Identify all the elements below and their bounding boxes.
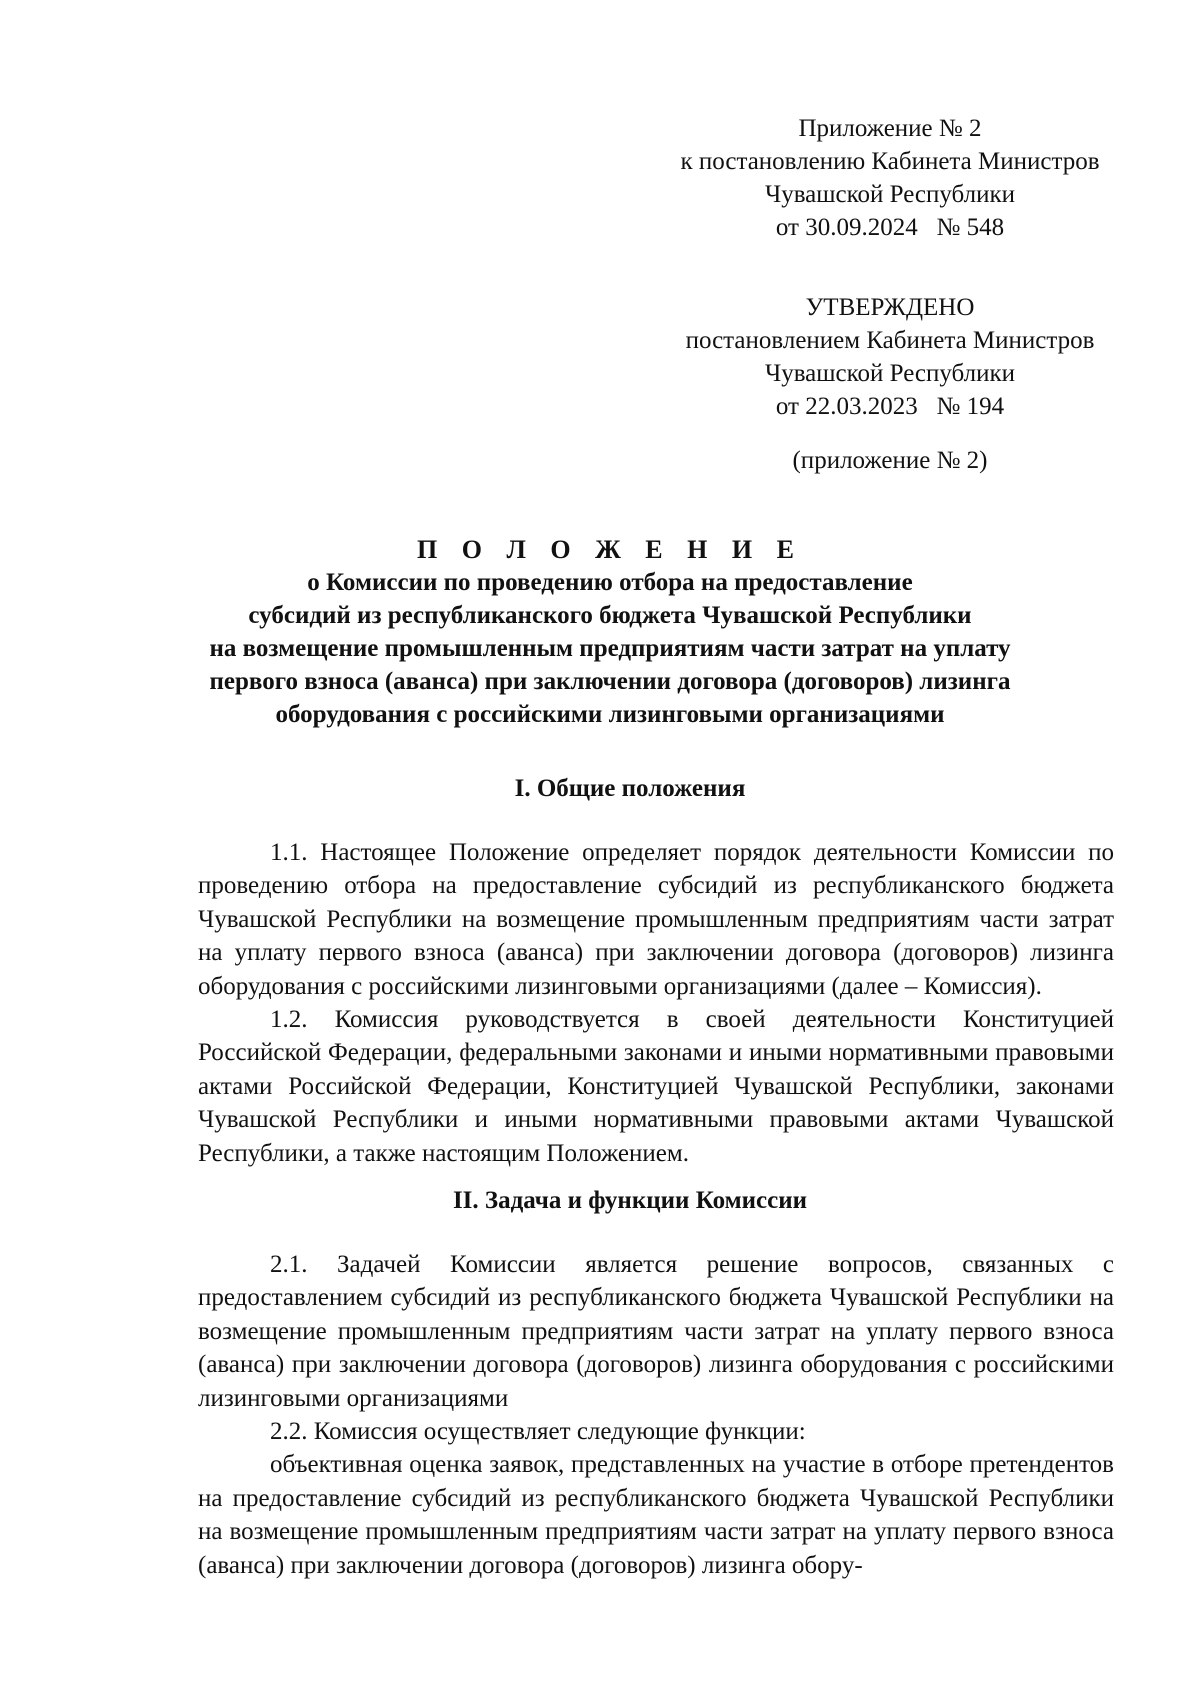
document-title: П О Л О Ж Е Н И Е [417, 535, 803, 564]
section-tasks-body [198, 1248, 1114, 1582]
paragraph-2-1: 2.1. Задачей Комиссии является решение вопросов, связанных с предоставлением субсидий из республиканского бюджета Чувашской Республики на возмещение промышленным предприятиям части затрат на уплату первого взноса (аванса) при заключении договора (договоров) лизинга оборудования с российскими лизинговыми организациями [198, 1251, 1114, 1412]
approval-line: УТВЕРЖДЕНО [805, 294, 975, 321]
annex-reference: (приложение № 2) [792, 447, 988, 474]
approval-block [650, 291, 1130, 423]
section-general-body [198, 836, 1114, 1170]
section-heading-general: I. Общие положения [514, 775, 746, 802]
section-heading-tasks: II. Задача и функции Комиссии [452, 1187, 808, 1214]
approval-line: постановлением Кабинета Министров [685, 327, 1095, 354]
annex-header-line: Чувашской Республики [764, 181, 1016, 208]
approval-line: Чувашской Республики [764, 360, 1016, 387]
annex-header-line: Приложение № 2 [798, 115, 982, 142]
annex-header [650, 112, 1130, 244]
subtitle-line: на возмещение промышленным предприятиям части затрат на уплату [209, 635, 1011, 662]
paragraph-1-2: 1.2. Комиссия руководствуется в своей деятельности Конституцией Российской Федерации, федеральными законами и иными нормативными правовыми актами Российской Федерации, Конституцией Чувашской Республики, законами Чувашской Республики и иными нормативными правовыми актами Чувашской Республики, а также настоящим Положением. [198, 1006, 1114, 1167]
subtitle-line: оборудования с российскими лизинговыми организациями [275, 701, 945, 728]
paragraph-functions: объективная оценка заявок, представленных на участие в отборе претендентов на предоставление субсидий из республиканского бюджета Чувашской Республики на возмещение промышленным предприятиям части затрат на уплату первого взноса (аванса) при заключении договора (договоров) лизинга обору- [198, 1451, 1114, 1579]
annex-header-date: от 30.09.2024 № 548 [775, 214, 1005, 241]
annex-header-line: к постановлению Кабинета Министров [680, 148, 1100, 175]
paragraph-1-1: 1.1. Настоящее Положение определяет порядок деятельности Комиссии по проведению отбора на предоставление субсидий из республиканского бюджета Чувашской Республики на возмещение промышленным предприятиям части затрат на уплату первого взноса (аванса) при заключении договора (договоров) лизинга оборудования с российскими лизинговыми организациями (далее – Комиссия). [198, 839, 1114, 1000]
subtitle-line: субсидий из республиканского бюджета Чувашской Республики [248, 602, 972, 629]
paragraph-2-2: 2.2. Комиссия осуществляет следующие функции: [270, 1418, 806, 1446]
subtitle-line: о Комиссии по проведению отбора на предоставление [307, 569, 913, 596]
document-title-block [180, 533, 1040, 731]
approval-date: от 22.03.2023 № 194 [775, 393, 1005, 420]
document-subtitle [180, 566, 1040, 731]
subtitle-line: первого взноса (аванса) при заключении договора (договоров) лизинга [209, 668, 1011, 695]
